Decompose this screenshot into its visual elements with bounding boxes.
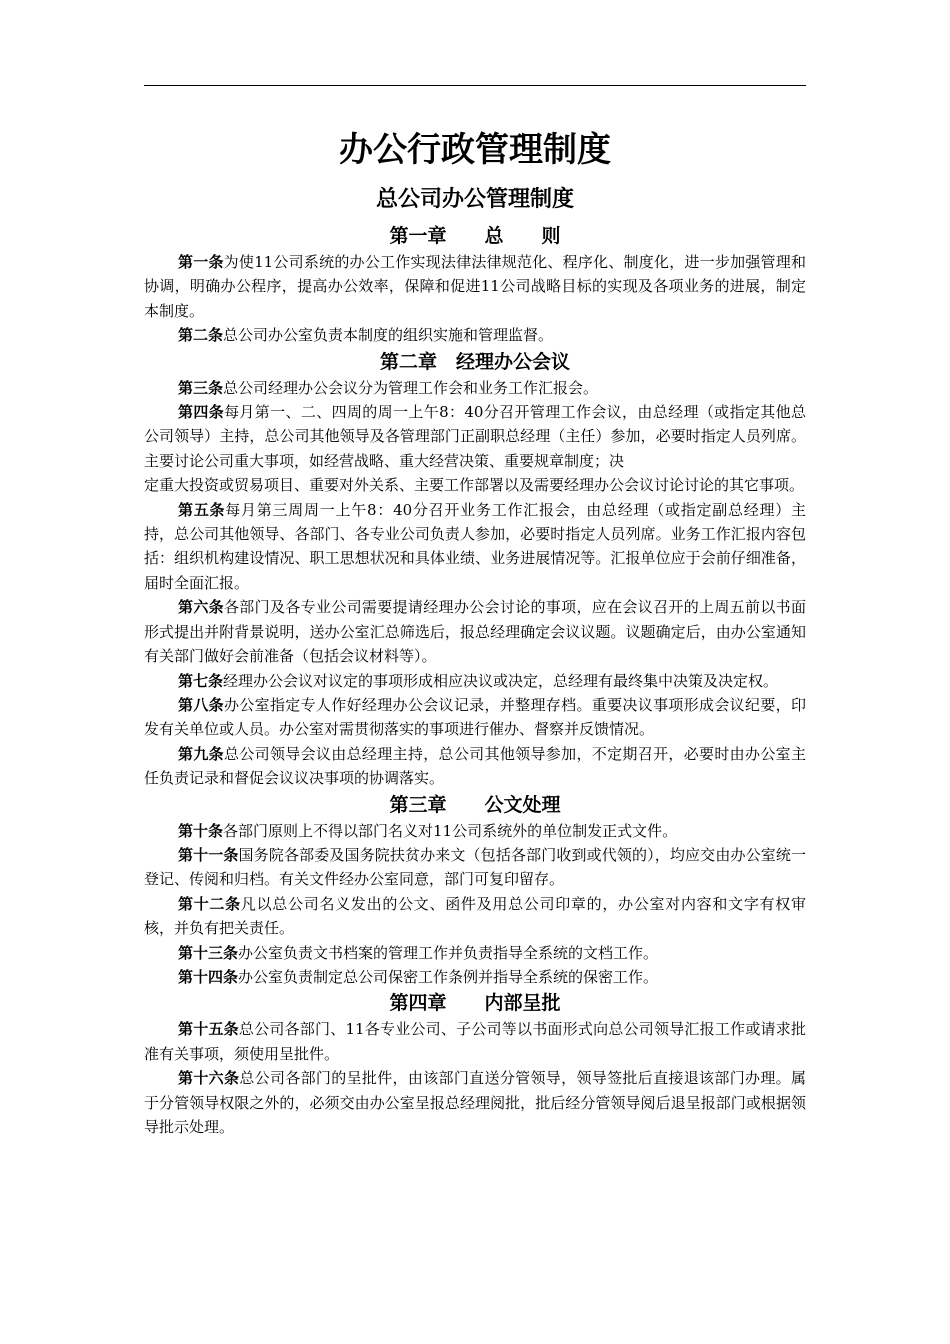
article-number: 第六条 xyxy=(178,598,224,617)
article-number: 第五条 xyxy=(178,500,226,519)
article-number: 第十六条 xyxy=(178,1069,240,1088)
article-text: 办公室负责文书档案的管理工作并负责指导全系统的文档工作。 xyxy=(238,943,659,962)
article-text: 总公司领导会议由总经理主持，总公司其他领导参加，不定期召开，必要时由办公室主任负责记录和督促会议议决事项的协调落实。 xyxy=(144,744,806,788)
article-paragraph xyxy=(144,669,806,693)
article-number: 第九条 xyxy=(178,744,224,763)
article-number: 第二条 xyxy=(178,326,224,345)
article-text: 为使11公司系统的办公工作实现法律法律规范化、程序化、制度化，进一步加强管理和协调，明确办公程序，提高办公效率，保障和促进11公司战略目标的实现及各项业务的进展，制定本制度。 xyxy=(144,253,806,320)
chapter-heading: 第二章 经理办公会议 xyxy=(379,350,570,373)
article-text: 总公司各部门、11各专业公司、子公司等以书面形式向总公司领导汇报工作或请求批准有关事项，须使用呈批件。 xyxy=(144,1020,806,1063)
article-text: 国务院各部委及国务院扶贫办来文（包括各部门收到或代领的），均应交由办公室统一登记、传阅和归档。有关文件经办公室同意，部门可复印留存。 xyxy=(144,845,806,889)
article-paragraph xyxy=(144,250,806,323)
document-body xyxy=(144,222,806,1139)
article-text: 总公司各部门的呈批件，由该部门直送分管领导，领导签批后直接退该部门办理。属于分管领导权限之外的，必须交由办公室呈报总经理阅批，批后经分管领导阅后退呈报部门或根据领导批示处理。 xyxy=(144,1069,806,1136)
article-text: 办公室负责制定总公司保密工作条例并指导全系统的保密工作。 xyxy=(238,967,659,986)
article-text: 办公室指定专人作好经理办公会议记录，并整理存档。重要决议事项形成会议纪要，印发有关单位或人员。办公室对需贯彻落实的事项进行催办、督察并反馈情况。 xyxy=(144,695,806,739)
article-number: 第一条 xyxy=(178,253,224,271)
article-number: 第八条 xyxy=(178,695,224,714)
article-number: 第四条 xyxy=(178,403,225,422)
article-number: 第三条 xyxy=(178,378,224,397)
article-number: 第七条 xyxy=(178,671,224,690)
article-text: 每月第一、二、四周的周一上午8：40分召开管理工作会议，由总经理（或指定其他总公司领导）主持，总公司其他领导及各管理部门正副职总经理（主任）参加，必要时指定人员列席。主要讨论公司重大事项，如经营战略、重大经营决策、重要规章制度；决 xyxy=(144,403,806,470)
chapter-heading: 第四章 内部呈批 xyxy=(389,992,561,1015)
article-text: 各部门原则上不得以部门名义对11公司系统外的单位制发正式文件。 xyxy=(223,821,678,840)
paragraph-continuation xyxy=(144,473,806,497)
article-paragraph xyxy=(144,323,806,347)
header-rule xyxy=(144,85,806,86)
article-text: 每月第三周周一上午8：40分召开业务工作汇报会，由总经理（或指定副总经理）主持，总公司其他领导、各部门、各专业公司负责人参加，必要时指定人员列席。业务工作汇报内容包括：组织机构建设情况、职工思想状况和具体业绩、业务进展情况等。汇报单位应于会前仔细准备，届时全面汇报。 xyxy=(144,500,806,592)
article-paragraph xyxy=(144,941,806,965)
article-number: 第十五条 xyxy=(178,1020,239,1039)
article-text: 定重大投资或贸易项目、重要对外关系、主要工作部署以及需要经理办公会议讨论讨论的其它事项。 xyxy=(144,476,805,495)
chapter-heading: 第一章 总 则 xyxy=(389,225,561,247)
document-subtitle: 总公司办公管理制度 xyxy=(375,186,574,212)
article-paragraph xyxy=(144,1017,806,1066)
article-number: 第十一条 xyxy=(178,845,239,864)
chapter-heading: 第三章 公文处理 xyxy=(389,793,561,816)
article-text: 凡以总公司名义发出的公文、函件及用总公司印章的，办公室对内容和文字有权审核，并负有把关责任。 xyxy=(144,894,806,938)
article-paragraph xyxy=(144,742,806,791)
article-number: 第十三条 xyxy=(178,943,239,962)
article-paragraph xyxy=(144,693,806,742)
article-paragraph xyxy=(144,595,806,668)
article-text: 总公司办公室负责本制度的组织实施和管理监督。 xyxy=(223,326,554,345)
article-text: 各部门及各专业公司需要提请经理办公会讨论的事项，应在会议召开的上周五前以书面形式提出并附背景说明，送办公室汇总筛选后，报总经理确定会议议题。议题确定后，由办公室通知有关部门做好会前准备（包括会议材料等）。 xyxy=(144,598,806,666)
article-text: 经理办公会议对议定的事项形成相应决议或决定，总经理有最终集中决策及决定权。 xyxy=(223,671,779,690)
article-paragraph xyxy=(144,892,806,941)
article-paragraph xyxy=(144,498,806,596)
article-number: 第十四条 xyxy=(178,967,239,986)
article-number: 第十二条 xyxy=(178,894,241,913)
article-paragraph xyxy=(144,965,806,989)
article-paragraph xyxy=(144,376,806,400)
article-paragraph xyxy=(144,819,806,843)
article-paragraph xyxy=(144,843,806,892)
document-title: 办公行政管理制度 xyxy=(339,130,611,170)
article-paragraph xyxy=(144,400,806,473)
article-text: 总公司经理办公会议分为管理工作会和业务工作汇报会。 xyxy=(223,378,599,397)
article-number: 第十条 xyxy=(178,821,224,840)
article-paragraph xyxy=(144,1066,806,1139)
